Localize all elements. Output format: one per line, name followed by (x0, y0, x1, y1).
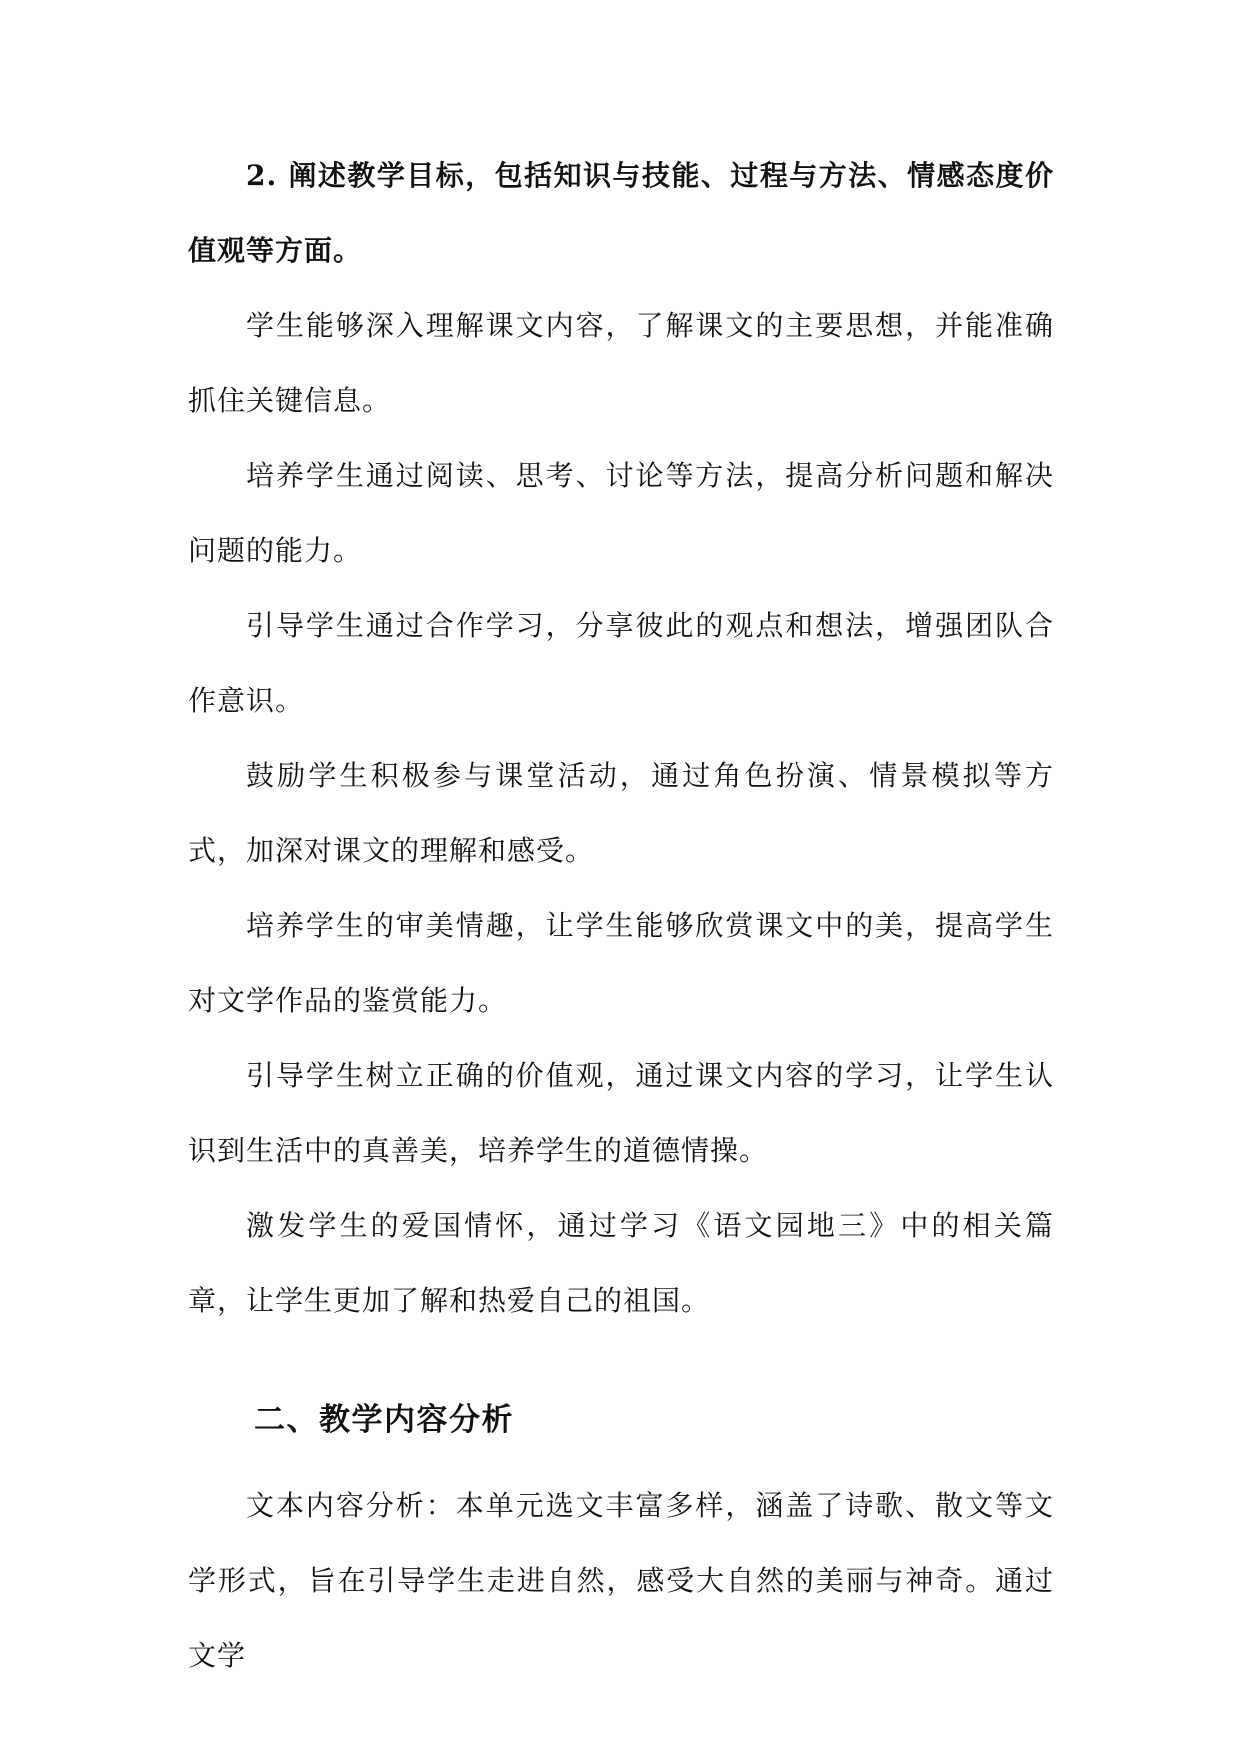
objective-paragraph-5: 培养学生的审美情趣，让学生能够欣赏课文中的美，提高学生对文学作品的鉴赏能力。 (188, 909, 1054, 1017)
objective-paragraph-3: 引导学生通过合作学习，分享彼此的观点和想法，增强团队合作意识。 (188, 609, 1054, 717)
objective-paragraph-2: 培养学生通过阅读、思考、讨论等方法，提高分析问题和解决问题的能力。 (188, 459, 1054, 567)
analysis-paragraph: 文本内容分析：本单元选文丰富多样，涵盖了诗歌、散文等文学形式，旨在引导学生走进自然，感受大自然的美丽与神奇。通过文学 (188, 1489, 1054, 1672)
objective-paragraph-1: 学生能够深入理解课文内容，了解课文的主要思想，并能准确抓住关键信息。 (188, 309, 1054, 417)
objective-heading: 2. 阐述教学目标，包括知识与技能、过程与方法、情感态度价值观等方面。 (188, 159, 1054, 267)
objective-paragraph-4: 鼓励学生积极参与课堂活动，通过角色扮演、情景模拟等方式，加深对课文的理解和感受。 (188, 759, 1054, 867)
objective-paragraph-7: 激发学生的爱国情怀，通过学习《语文园地三》中的相关篇章，让学生更加了解和热爱自己的祖国。 (188, 1209, 1054, 1317)
objective-paragraph-6: 引导学生树立正确的价值观，通过课文内容的学习，让学生认识到生活中的真善美，培养学生的道德情操。 (188, 1059, 1054, 1167)
section-heading: 二、教学内容分析 (254, 1402, 514, 1438)
document-body (188, 138, 1054, 1693)
